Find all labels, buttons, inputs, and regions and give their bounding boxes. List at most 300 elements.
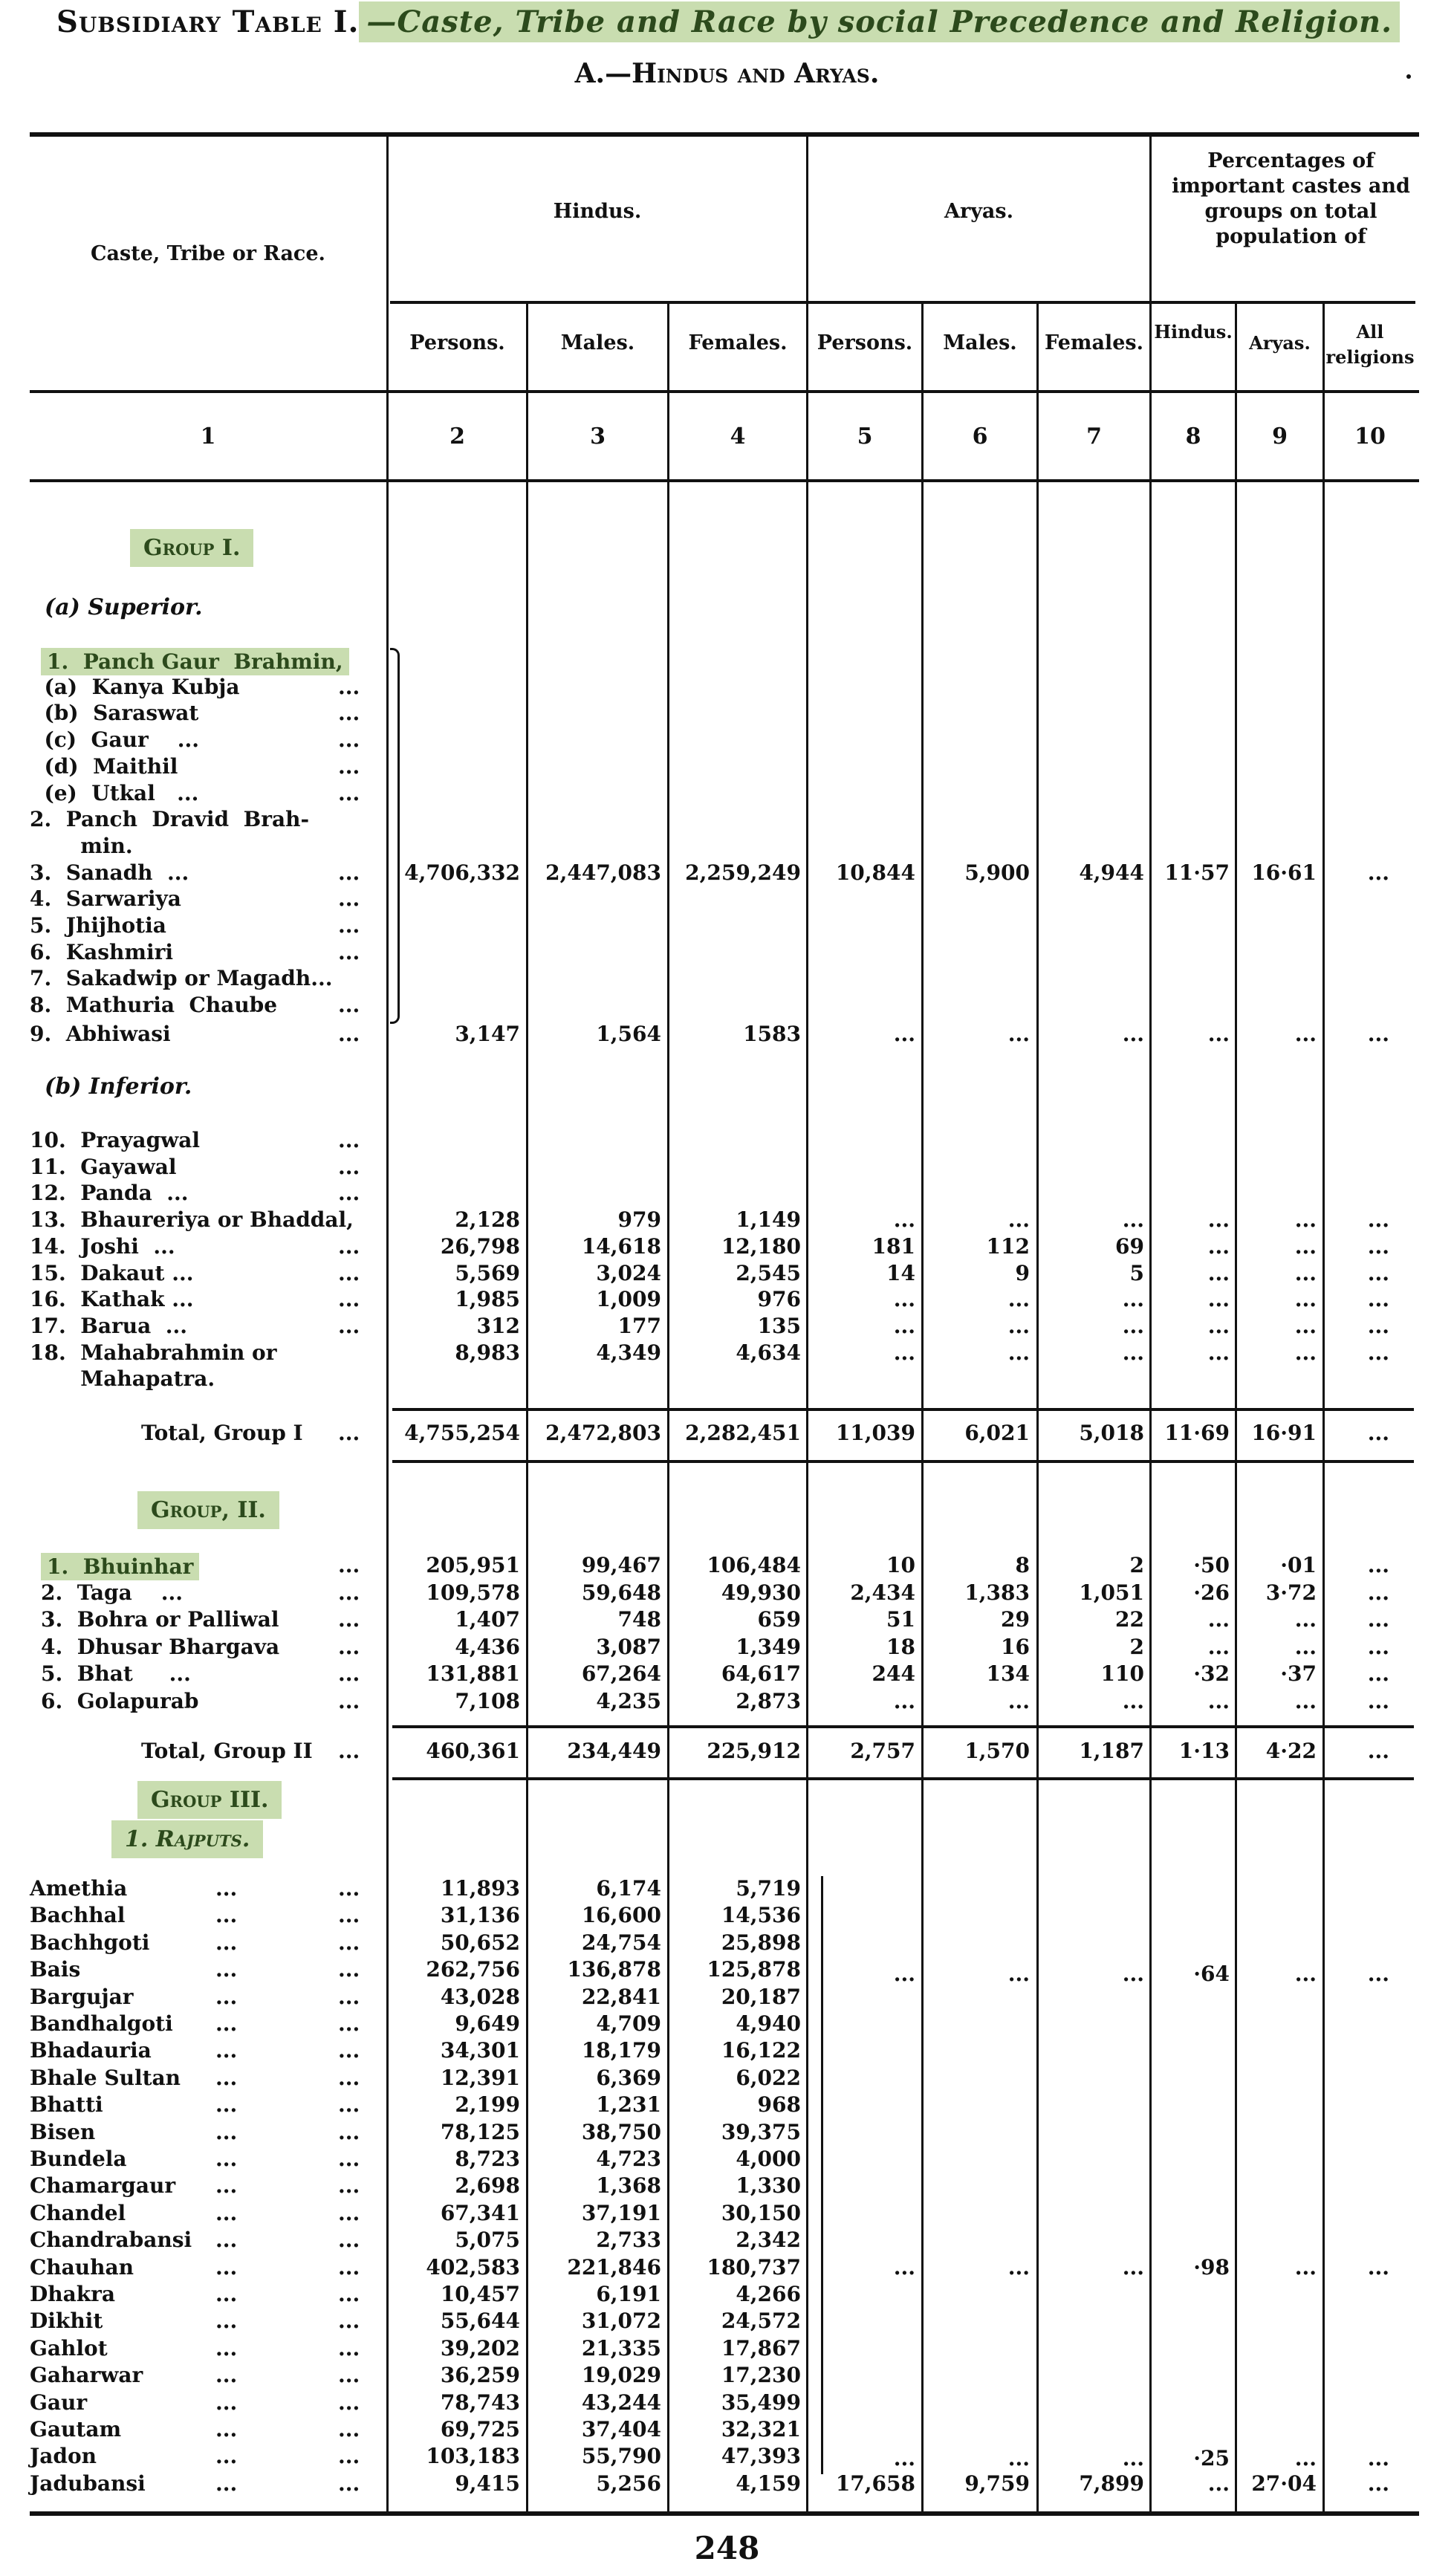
row-label: 17. Barua ... (30, 1313, 188, 1338)
leader-dots: ... (338, 2065, 360, 2090)
cell-value: 4,706,332 (404, 860, 520, 885)
cell-value: 78,125 (440, 2119, 520, 2144)
cell-value: 5,719 (736, 1876, 801, 1901)
cell-value: 2,342 (736, 2228, 801, 2253)
table-row (0, 913, 1454, 939)
row-label: 1. Bhuinhar (41, 1553, 199, 1580)
row-label: 15. Dakaut ... (30, 1260, 194, 1285)
cell-value: 55,644 (440, 2309, 520, 2334)
cell-value: ... (1367, 860, 1389, 885)
row-label: Total, Group II (141, 1739, 313, 1763)
table-row (0, 1635, 1454, 1661)
row-label: Chamargaur (30, 2173, 176, 2199)
cell-value: 125,878 (707, 1957, 801, 1982)
cell-value: ... (1007, 1287, 1030, 1312)
cell-value: 12,391 (440, 2065, 520, 2090)
stray-dot (1406, 74, 1411, 79)
cell-value: 35,499 (721, 2390, 801, 2415)
table-row (0, 886, 1454, 912)
colnum: 4 (730, 424, 746, 450)
leader-dots: ... (338, 1553, 360, 1577)
cell-value: 979 (617, 1207, 661, 1233)
table-row (0, 2120, 1454, 2146)
cell-value: 99,467 (581, 1553, 661, 1577)
cell-value: ... (1367, 1233, 1389, 1259)
cell-value: ... (1122, 1022, 1144, 1046)
cell-value: 7,899 (1079, 2471, 1144, 2496)
cell-value: 47,393 (721, 2444, 801, 2469)
leader-dots: ... (215, 2282, 238, 2306)
cell-value: 460,361 (426, 1739, 520, 1763)
cell-value: 2 (1129, 1634, 1144, 1659)
leader-dots: ... (338, 886, 360, 912)
cell-value: ... (1294, 2255, 1317, 2280)
cell-value: 2,733 (596, 2228, 661, 2253)
cell-value: ... (1207, 1022, 1230, 1046)
cell-value: ·26 (1193, 1580, 1230, 1605)
cell-value: 1,051 (1079, 1580, 1144, 1605)
cell-value: 109,578 (426, 1580, 520, 1605)
cell-value: 2,447,083 (545, 860, 661, 885)
row-label: Bais (30, 1957, 81, 1982)
cell-value: ... (1367, 1688, 1389, 1713)
table-row (0, 2173, 1454, 2199)
table-row (0, 993, 1454, 1019)
page-number: 248 (694, 2530, 760, 2566)
table-row (0, 2147, 1454, 2173)
row-label: Chauhan (30, 2254, 134, 2280)
cell-value: ... (1207, 1634, 1230, 1659)
row-label: Mahapatra. (30, 1366, 215, 1392)
cell-value: 8 (1015, 1553, 1030, 1577)
cell-value: 112 (986, 1233, 1030, 1259)
row-label: 12. Panda ... (30, 1181, 189, 1206)
cell-value: ... (1367, 1962, 1389, 1986)
leader-dots: ... (338, 1876, 360, 1901)
leader-dots: ... (215, 1930, 238, 1955)
table-row (0, 2011, 1454, 2037)
table-row (0, 1553, 1454, 1579)
leader-dots: ... (338, 993, 360, 1018)
cell-value: 6,369 (596, 2065, 661, 2090)
row-label: 13. Bhaureriya or Bhaddal, (30, 1207, 354, 1233)
cell-value: ... (1207, 1607, 1230, 1632)
leader-dots: ... (215, 2038, 238, 2063)
cell-value: 24,754 (581, 1930, 661, 1955)
cell-value: 55,790 (581, 2444, 661, 2469)
table-row (0, 1739, 1454, 1765)
cell-value: 11·57 (1164, 860, 1230, 885)
subheader-females: Females. (1045, 331, 1143, 354)
leader-dots: ... (215, 1903, 238, 1928)
cell-value: 43,244 (581, 2390, 661, 2415)
cell-value: 2,545 (736, 1260, 801, 1285)
cell-value: ... (1367, 1634, 1389, 1659)
row-label: Bisen (30, 2119, 96, 2144)
table-row (0, 2471, 1454, 2497)
subheader-females: Females. (688, 331, 788, 354)
cell-value: 32,321 (721, 2417, 801, 2442)
cell-value: ... (1122, 1287, 1144, 1312)
cell-value: 6,174 (596, 1876, 661, 1901)
cell-value: 67,341 (440, 2200, 520, 2225)
cell-value: 6,022 (736, 2065, 801, 2090)
table-row (0, 1181, 1454, 1207)
leader-dots: ... (338, 1739, 360, 1763)
cell-value: 67,264 (581, 1661, 661, 1686)
row-label: 6. Kashmiri (30, 939, 173, 964)
cell-value: ... (1207, 1313, 1230, 1338)
row-label: Gahlot (30, 2335, 108, 2361)
cell-value: 78,743 (440, 2390, 520, 2415)
cell-value: ... (893, 1207, 915, 1233)
leader-dots: ... (338, 1930, 360, 1955)
table-row (0, 834, 1454, 860)
cell-value: ... (1122, 2446, 1144, 2470)
cell-value: 9,415 (455, 2470, 520, 2496)
cell-value: ·98 (1193, 2255, 1230, 2280)
row-label: 16. Kathak ... (30, 1287, 194, 1312)
cell-value: ... (1294, 2446, 1317, 2470)
table-bottom-rule (30, 2511, 1419, 2516)
cell-value: 31,072 (581, 2309, 661, 2334)
leader-dots: ... (215, 2011, 238, 2036)
cell-value: 181 (872, 1233, 915, 1259)
cell-value: ... (1367, 1260, 1389, 1285)
row-label: Gaur (30, 2390, 88, 2415)
subgroup-heading: (a) Superior. (45, 594, 203, 620)
table-row (0, 1155, 1454, 1181)
cell-value: 1583 (743, 1022, 801, 1046)
leader-dots: ... (215, 2065, 238, 2090)
cell-value: ... (1207, 1340, 1230, 1365)
leader-dots: ... (338, 780, 360, 805)
leader-dots: ... (338, 1154, 360, 1179)
cell-value: 2,434 (850, 1580, 915, 1605)
cell-value: 16,600 (581, 1903, 661, 1928)
table-row (0, 1661, 1454, 1687)
leader-dots: ... (338, 727, 360, 753)
cell-value: 4,723 (596, 2147, 661, 2171)
cell-value: ... (1367, 1022, 1389, 1046)
cell-value: 50,652 (440, 1930, 520, 1955)
table-row (0, 860, 1454, 886)
cell-value: 3·72 (1265, 1580, 1317, 1605)
cell-value: 5,256 (596, 2470, 661, 2496)
row-label: 1. Panch Gaur Brahmin, (41, 648, 349, 675)
table-row (0, 1421, 1454, 1447)
cell-value: ·50 (1193, 1553, 1230, 1577)
row-label: 11. Gayawal (30, 1154, 177, 1179)
table-row (0, 2201, 1454, 2227)
cell-value: 24,572 (721, 2309, 801, 2334)
cell-value: 9 (1015, 1260, 1030, 1285)
table-row (0, 1903, 1454, 1929)
cell-value: ... (1207, 2471, 1230, 2496)
cell-value: 18 (886, 1634, 915, 1659)
table-row (0, 754, 1454, 780)
cell-value: 1,985 (455, 1287, 520, 1312)
header-aryas: Aryas. (944, 200, 1013, 223)
cell-value: ... (1294, 1287, 1317, 1312)
leader-dots: ... (215, 2390, 238, 2415)
cell-value: 59,648 (581, 1580, 661, 1605)
cell-value: 16 (1001, 1634, 1030, 1659)
leader-dots: ... (338, 2200, 360, 2225)
cell-value: ... (1367, 1313, 1389, 1338)
table-row (0, 2363, 1454, 2389)
leader-dots: ... (215, 2363, 238, 2388)
cell-value: ... (1294, 1233, 1317, 1259)
colnum-rule (30, 479, 1419, 482)
cell-value: 1,231 (596, 2092, 661, 2118)
cell-value: 39,202 (440, 2335, 520, 2361)
leader-dots: ... (215, 2200, 238, 2225)
subgroup-heading: 1. Rajputs. (111, 1826, 263, 1852)
leader-dots: ... (338, 2470, 360, 2496)
leader-dots: ... (215, 2444, 238, 2469)
table-row (0, 1930, 1454, 1956)
table-row (0, 966, 1454, 992)
cell-value: 5,018 (1079, 1421, 1144, 1445)
leader-dots: ... (338, 1957, 360, 1982)
colnum: 6 (972, 424, 988, 450)
leader-dots: ... (338, 1607, 360, 1632)
row-label: 10. Prayagwal (30, 1128, 201, 1152)
table-row (0, 2309, 1454, 2335)
cell-value: 1,009 (596, 1287, 661, 1312)
table-row (0, 701, 1454, 727)
row-label: Gaharwar (30, 2363, 143, 2388)
page-title (30, 4, 1427, 39)
cell-value: 11·69 (1164, 1421, 1230, 1445)
table-row (0, 1022, 1454, 1048)
cell-value: 16,122 (721, 2038, 801, 2063)
cell-value: ... (1367, 1661, 1389, 1686)
cell-value: 37,404 (581, 2417, 661, 2442)
cell-value: 5 (1129, 1260, 1144, 1285)
cell-value: ... (1122, 1962, 1144, 1986)
table-row (0, 2066, 1454, 2092)
row-label: Gautam (30, 2417, 122, 2442)
cell-value: ... (1207, 1233, 1230, 1259)
table-row (0, 675, 1454, 701)
cell-value: 4,944 (1079, 860, 1144, 885)
cell-value: ... (1294, 1313, 1317, 1338)
cell-value: 1,570 (964, 1739, 1030, 1763)
colnum: 2 (449, 424, 465, 450)
leader-dots: ... (215, 1876, 238, 1901)
cell-value: 2,757 (850, 1739, 915, 1763)
subheader-males: Males. (560, 331, 635, 354)
cell-value: 234,449 (567, 1739, 661, 1763)
row-label: Chandrabansi (30, 2228, 192, 2253)
cell-value: ... (893, 1022, 915, 1046)
table-row (0, 1234, 1454, 1260)
leader-dots: ... (338, 1287, 360, 1312)
row-label: Bhatti (30, 2092, 103, 2118)
cell-value: 64,617 (721, 1661, 801, 1686)
cell-value: 5,075 (455, 2228, 520, 2253)
row-label: Dhakra (30, 2282, 116, 2306)
cell-value: ... (1007, 1022, 1030, 1046)
page-subtitle: A.—Hindus and Aryas. (574, 58, 880, 89)
cell-value: 18,179 (581, 2038, 661, 2063)
cell-value: ... (1367, 1287, 1389, 1312)
leader-dots: ... (215, 2228, 238, 2253)
table-row (0, 1340, 1454, 1366)
leader-dots: ... (338, 2444, 360, 2469)
cell-value: 39,375 (721, 2119, 801, 2144)
cell-value: 136,878 (567, 1957, 661, 1982)
table-row (0, 2417, 1454, 2443)
cell-value: ... (1367, 1207, 1389, 1233)
cell-value: 9,759 (964, 2471, 1030, 2496)
cell-value: 5,900 (964, 860, 1030, 885)
row-label: Bachhal (30, 1903, 126, 1928)
cell-value: 8,983 (455, 1340, 520, 1365)
leader-dots: ... (338, 1634, 360, 1659)
row-label: Total, Group I (141, 1421, 303, 1445)
row-label: 5. Jhijhotia (30, 913, 166, 938)
row-label: Chandel (30, 2200, 126, 2225)
cell-value: ·01 (1280, 1553, 1317, 1577)
title-highlight: —Caste, Tribe and Race by social Precedence and Religion. (359, 1, 1400, 42)
cell-value: 4,159 (736, 2470, 801, 2496)
cell-value: 106,484 (707, 1553, 801, 1577)
leader-dots: ... (215, 2119, 238, 2144)
title-lead: Subsidiary Table I. (56, 4, 360, 39)
cell-value: ... (1122, 1688, 1144, 1713)
cell-value: 4,709 (596, 2011, 661, 2036)
row-label: (c) Gaur ... (30, 727, 199, 753)
cell-value: ... (1122, 1340, 1144, 1365)
colnum: 1 (200, 424, 216, 450)
cell-value: ... (1367, 1607, 1389, 1632)
cell-value: 4,000 (736, 2147, 801, 2171)
cell-value: 16·91 (1251, 1421, 1317, 1445)
cell-value: 244 (872, 1661, 915, 1686)
leader-dots: ... (338, 2092, 360, 2118)
leader-dots: ... (338, 674, 360, 699)
cell-value: 4,634 (736, 1340, 801, 1365)
subheader-aryas-pct: Aryas. (1249, 332, 1311, 354)
cell-value: ... (893, 1688, 915, 1713)
leader-dots: ... (338, 1661, 360, 1686)
leader-dots: ... (338, 2173, 360, 2199)
cell-value: ... (1207, 1260, 1230, 1285)
cell-value: 5,569 (455, 1260, 520, 1285)
cell-value: 1,330 (736, 2173, 801, 2199)
cell-value: 205,951 (426, 1553, 520, 1577)
leader-dots: ... (215, 2173, 238, 2199)
leader-dots: ... (215, 2254, 238, 2280)
cell-value: ... (893, 1287, 915, 1312)
leader-dots: ... (215, 2147, 238, 2171)
cell-value: 4,235 (596, 1688, 661, 1713)
leader-dots: ... (338, 1903, 360, 1928)
cell-value: 976 (757, 1287, 801, 1312)
cell-value: ... (893, 1340, 915, 1365)
cell-value: 225,912 (707, 1739, 801, 1763)
group-heading: Group, II. (137, 1497, 279, 1523)
total-rule (392, 1408, 1414, 1411)
cell-value: 3,087 (596, 1634, 661, 1659)
table-row (0, 1607, 1454, 1633)
cell-value: ... (1207, 1207, 1230, 1233)
row-label: 3. Bohra or Palliwal (41, 1607, 279, 1632)
cell-value: 69 (1115, 1233, 1144, 1259)
table-row (0, 2255, 1454, 2281)
header-percentages: Percentages of important castes and groups on total population of (1172, 149, 1410, 248)
cell-value: 11,039 (835, 1421, 915, 1445)
cell-value: 3,024 (596, 1260, 661, 1285)
row-label: 18. Mahabrahmin or (30, 1340, 277, 1365)
cell-value: 659 (757, 1607, 801, 1632)
cell-value: 38,750 (581, 2119, 661, 2144)
leader-dots: ... (338, 2335, 360, 2361)
cell-value: 2,199 (455, 2092, 520, 2118)
colnum: 7 (1086, 424, 1102, 450)
cell-value: 1,564 (596, 1022, 661, 1046)
cell-value: ... (1294, 1340, 1317, 1365)
total-rule (392, 1725, 1414, 1728)
row-label: (e) Utkal ... (30, 780, 199, 805)
cell-value: 29 (1001, 1607, 1030, 1632)
cell-value: 221,846 (567, 2254, 661, 2280)
subheader-rule (30, 390, 1419, 393)
row-label: 5. Bhat ... (41, 1661, 191, 1686)
table-row (0, 1366, 1454, 1392)
leader-dots: ... (338, 860, 360, 885)
table-row (0, 1287, 1454, 1313)
cell-value: 14 (886, 1260, 915, 1285)
leader-dots: ... (338, 1984, 360, 2009)
bracket (390, 648, 400, 1024)
cell-value: ... (1122, 1207, 1144, 1233)
leader-dots: ... (338, 2228, 360, 2253)
cell-value: ·64 (1193, 1962, 1230, 1986)
cell-value: ... (1294, 1962, 1317, 1986)
group-heading: Group III. (137, 1787, 282, 1813)
cell-value: 4,755,254 (404, 1421, 520, 1445)
cell-value: 22,841 (581, 1984, 661, 2009)
cell-value: ... (1294, 1207, 1317, 1233)
leader-dots: ... (338, 1313, 360, 1338)
cell-value: 17,658 (835, 2471, 915, 2496)
cell-value: 4·22 (1265, 1739, 1317, 1763)
cell-value: ... (1367, 2446, 1389, 2470)
leader-dots: ... (338, 2309, 360, 2334)
cell-value: 4,940 (736, 2011, 801, 2036)
cell-value: 748 (617, 1607, 661, 1632)
total-rule (392, 1777, 1414, 1780)
row-label: Dikhit (30, 2309, 103, 2334)
row-label: Bachhgoti (30, 1930, 150, 1955)
leader-dots: ... (215, 1957, 238, 1982)
cell-value: 134 (986, 1661, 1030, 1686)
row-label: Bandhalgoti (30, 2011, 173, 2036)
subheader-persons: Persons. (409, 331, 505, 354)
cell-value: 1,407 (455, 1607, 520, 1632)
cell-value: 9,649 (455, 2011, 520, 2036)
row-label: Bhale Sultan (30, 2065, 181, 2090)
cell-value: 31,136 (440, 1903, 520, 1928)
subheader-males: Males. (943, 331, 1017, 354)
table-row (0, 2446, 1454, 2472)
cell-value: ... (1007, 1962, 1030, 1986)
leader-dots: ... (338, 1260, 360, 1285)
